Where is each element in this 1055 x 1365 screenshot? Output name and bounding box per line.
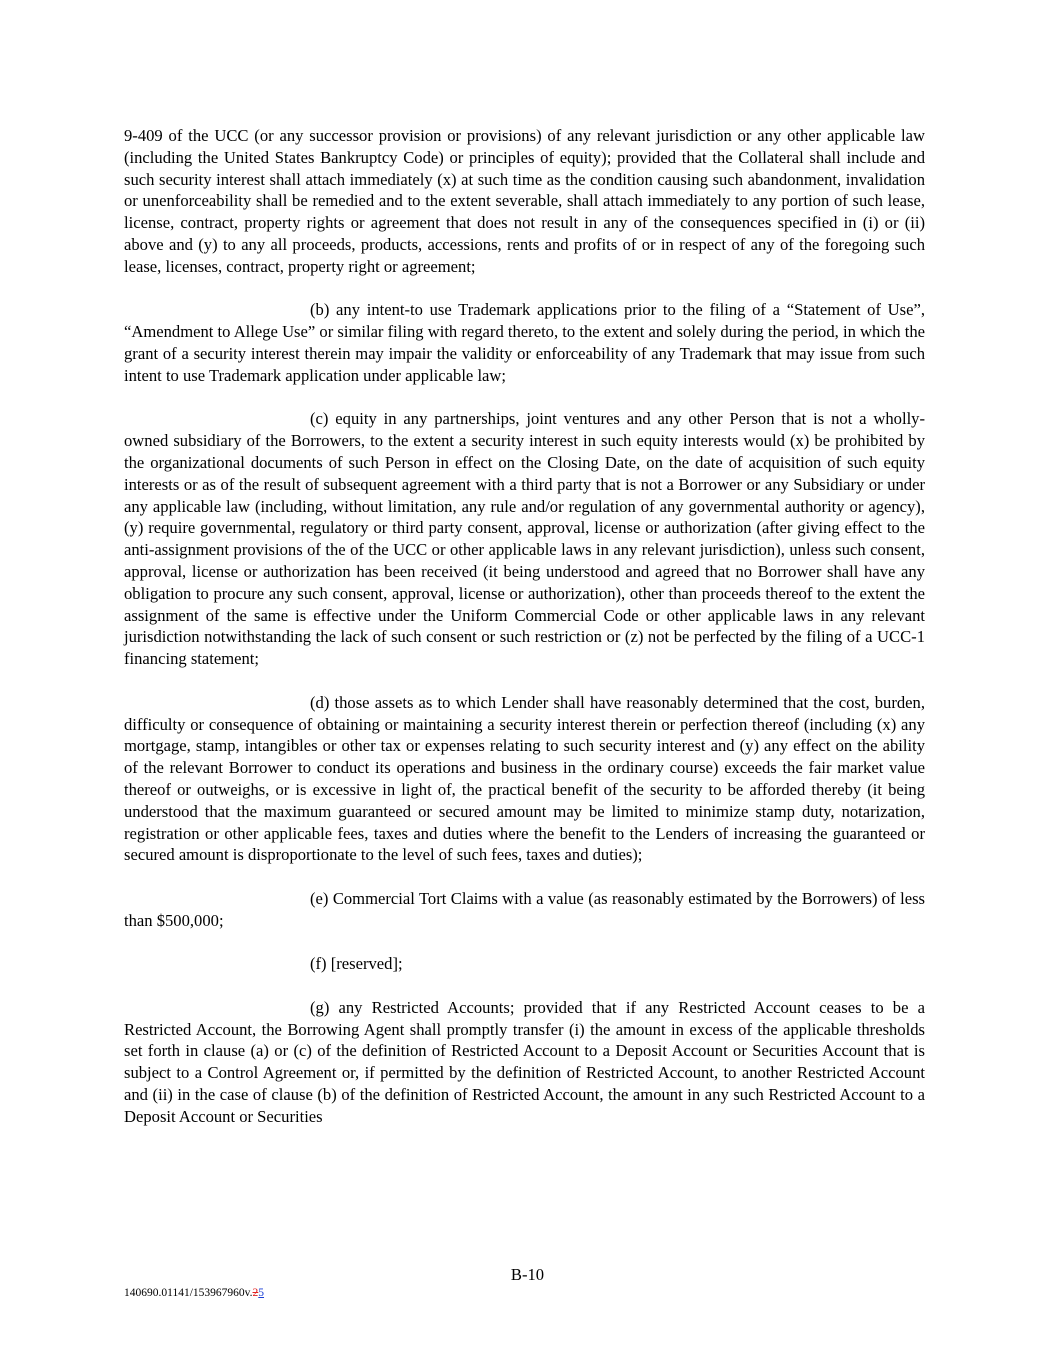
document-body: [124, 125, 925, 1128]
document-id-prefix: 140690.01141/153967960v.: [124, 1287, 253, 1299]
paragraph-g: (g) any Restricted Accounts; provided that if any Restricted Account ceases to be a Restricted Account, the Borrowing Agent shall promptly transfer (i) the amount in excess of the applicable thresholds set forth in clause (a) or (c) of the definition of Restricted Account to a Deposit Account or Securities Account that is subject to a Control Agreement or, if permitted by the definition of Restricted Account, to another Restricted Account and (ii) in the case of clause (b) of the definition of Restricted Account, the amount in any such Restricted Account to a Deposit Account or Securities: [124, 997, 925, 1126]
version-inserted: 5: [258, 1287, 265, 1299]
paragraph-c: (c) equity in any partnerships, joint ventures and any other Person that is not a wholly-owned subsidiary of the Borrowers, to the extent a security interest in such equity interests would (x) be prohibited by the organizational documents of such Person in effect on the Closing Date, on the date of acquisition of such equity interests or as of the result of subsequent agreement with a third party that is not a Borrower or any Subsidiary or under any applicable law (including, without limitation, any rule and/or regulation of any governmental authority or agency), (y) require governmental, regulatory or third party consent, approval, license or authorization (after giving effect to the anti-assignment provisions of the of the UCC or other applicable laws in any relevant jurisdiction), unless such consent, approval, license or authorization has been received (it being understood and agreed that no Borrower shall have any obligation to procure any such consent, approval, license or authorization), other than proceeds thereof to the extent the assignment of the same is effective under the Uniform Commercial Code or other applicable laws in any relevant jurisdiction notwithstanding the lack of such consent or such restriction or (z) not be perfected by the filing of a UCC-1 financing statement;: [124, 409, 925, 669]
paragraph-b: (b) any intent-to use Trademark applications prior to the filing of a “Statement of Use”, “Amendment to Allege Use” or similar filing with regard thereto, to the extent and solely during the period, in which the grant of a security interest therein may impair the validity or enforceability of any Trademark that may issue from such intent to use Trademark application under applicable law;: [124, 300, 925, 385]
page-number: B-10: [510, 1265, 545, 1284]
paragraph-d: (d) those assets as to which Lender shall have reasonably determined that the cost, burden, difficulty or consequence of obtaining or maintaining a security interest therein or perfection thereof (including (x) any mortgage, stamp, intangibles or other tax or expenses relating to such security interest and (y) any effect on the ability of the relevant Borrower to conduct its operations and business in the ordinary course) exceeds the fair market value thereof or outweighs, or is excessive in light of, the practical benefit of the security to be afforded thereby (it being understood that the maximum guaranteed or secured amount may be limited to minimize stamp duty, notarization, registration or other applicable fees, taxes and duties where the benefit to the Lenders of increasing the guaranteed or secured amount is disproportionate to the level of such fees, taxes and duties);: [124, 692, 925, 865]
paragraph-e: (e) Commercial Tort Claims with a value (as reasonably estimated by the Borrowers) of less than $500,000;: [124, 888, 925, 930]
document-id: [124, 1286, 264, 1300]
version-deleted: 2: [252, 1287, 259, 1299]
paragraph-f: (f) [reserved];: [310, 954, 403, 974]
paragraph-continuation: 9-409 of the UCC (or any successor provision or provisions) of any relevant jurisdiction or any other applicable law (including the United States Bankruptcy Code) or principles of equity); provided that the Collateral shall include and such security interest shall attach immediately (x) at such time as the condition causing such abandonment, invalidation or unenforceability shall be remedied and to the extent severable, shall attach immediately to any portion of such lease, license, contract, property rights or agreement that does not result in any of the consequences specified in (i) or (ii) above and (y) to any all proceeds, products, accessions, rents and profits of or in respect of any of the foregoing such lease, licenses, contract, property right or agreement;: [124, 126, 925, 276]
